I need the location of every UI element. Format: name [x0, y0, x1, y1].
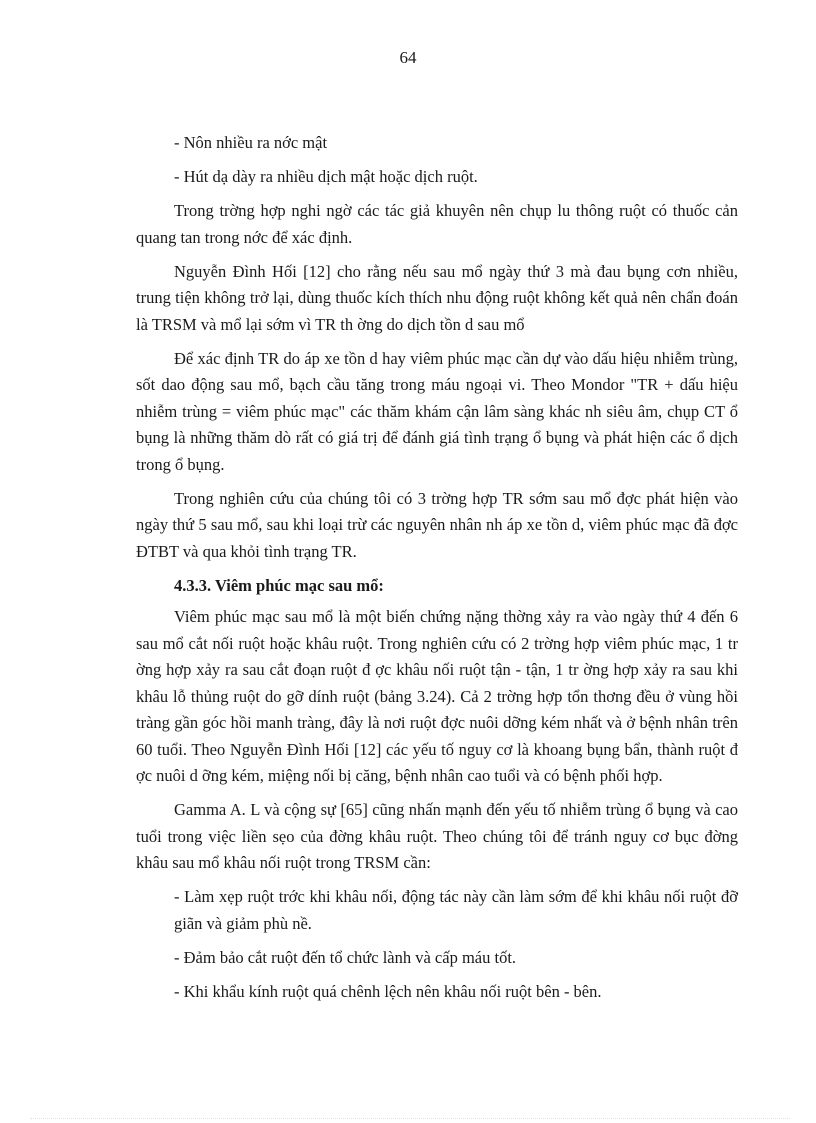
bullet-item: - Đảm bảo cắt ruột đến tổ chức lành và cấp máu tốt. — [174, 947, 517, 967]
section-heading: 4.3.3. Viêm phúc mạc sau mổ: — [174, 575, 384, 595]
body-text — [136, 130, 738, 1013]
paragraph: Nguyễn Đình Hối [12] cho rằng nếu sau mổ ngày thứ 3 mà đau bụng cơn nhiều, trung tiện không trở lại, dùng thuốc kích thích nhu động ruột không kết quả nên chẩn đoán là TRSM và mổ lại sớm vì TR th ờng do dịch tồn d sau mổ — [136, 261, 738, 334]
bullet-item: - Làm xẹp ruột trớc khi khâu nối, động tác này cần làm sớm để khi khâu nối ruột đỡ giãn và giảm phù nề. — [174, 887, 738, 933]
bullet-item: - Nôn nhiều ra nớc mật — [174, 133, 328, 152]
paragraph: Trong trờng hợp nghi ngờ các tác giả khuyên nên chụp lu thông ruột có thuốc cản quang tan trong nớc để xác định. — [136, 201, 738, 247]
footer-divider — [30, 1118, 790, 1119]
paragraph: Để xác định TR do áp xe tồn d hay viêm phúc mạc cần dự vào dấu hiệu nhiễm trùng, sốt dao động sau mổ, bạch cầu tăng trong máu ngoại vi. Theo Mondor "TR + dấu hiệu nhiễm trùng = viêm phúc mạc" các thăm khám cận lâm sàng khác nh siêu âm, chụp CT ổ bụng là những thăm dò rất có giá trị để đánh giá tình trạng ổ bụng và phát hiện các ổ dịch trong ổ bụng. — [136, 348, 738, 474]
paragraph: Trong nghiên cứu của chúng tôi có 3 trờng hợp TR sớm sau mổ đợc phát hiện vào ngày thứ 5 sau mổ, sau khi loại trừ các nguyên nhân nh áp xe tồn d, viêm phúc mạc đã đợc ĐTBT và qua khỏi tình trạng TR. — [136, 488, 738, 561]
page-number: 64 — [399, 48, 417, 67]
bullet-item: - Hút dạ dày ra nhiều dịch mật hoặc dịch ruột. — [174, 167, 478, 186]
bullet-item: - Khi khẩu kính ruột quá chênh lệch nên khâu nối ruột bên - bên. — [174, 981, 602, 1001]
paragraph: Viêm phúc mạc sau mổ là một biến chứng nặng thờng xảy ra vào ngày thứ 4 đến 6 sau mổ cắt nối ruột hoặc khâu ruột. Trong nghiên cứu có 2 trờng hợp viêm phúc mạc, 1 tr ờng hợp xảy ra sau cắt đoạn ruột đ ợc khâu nối ruột tận - tận, 1 tr ờng hợp xảy ra sau khi khâu lỗ thủng ruột do gỡ dính ruột (bảng 3.24). Cả 2 trờng hợp tổn thơng đều ở vùng hồi tràng gần góc hồi manh tràng, đây là nơi ruột đợc nuôi dỡng kém nhất và ở bệnh nhân trên 60 tuổi. Theo Nguyễn Đình Hối [12] các yếu tố nguy cơ là khoang bụng bẩn, thành ruột đ ợc nuôi d ỡng kém, miệng nối bị căng, bệnh nhân cao tuổi và có bệnh phối hợp. — [136, 607, 738, 785]
paragraph: Gamma A. L và cộng sự [65] cũng nhấn mạnh đến yếu tố nhiễm trùng ổ bụng và cao tuổi trong việc liền sẹo của đờng khâu ruột. Theo chúng tôi để tránh nguy cơ bục đờng khâu sau mổ khâu nối ruột trong TRSM cần: — [136, 800, 738, 872]
